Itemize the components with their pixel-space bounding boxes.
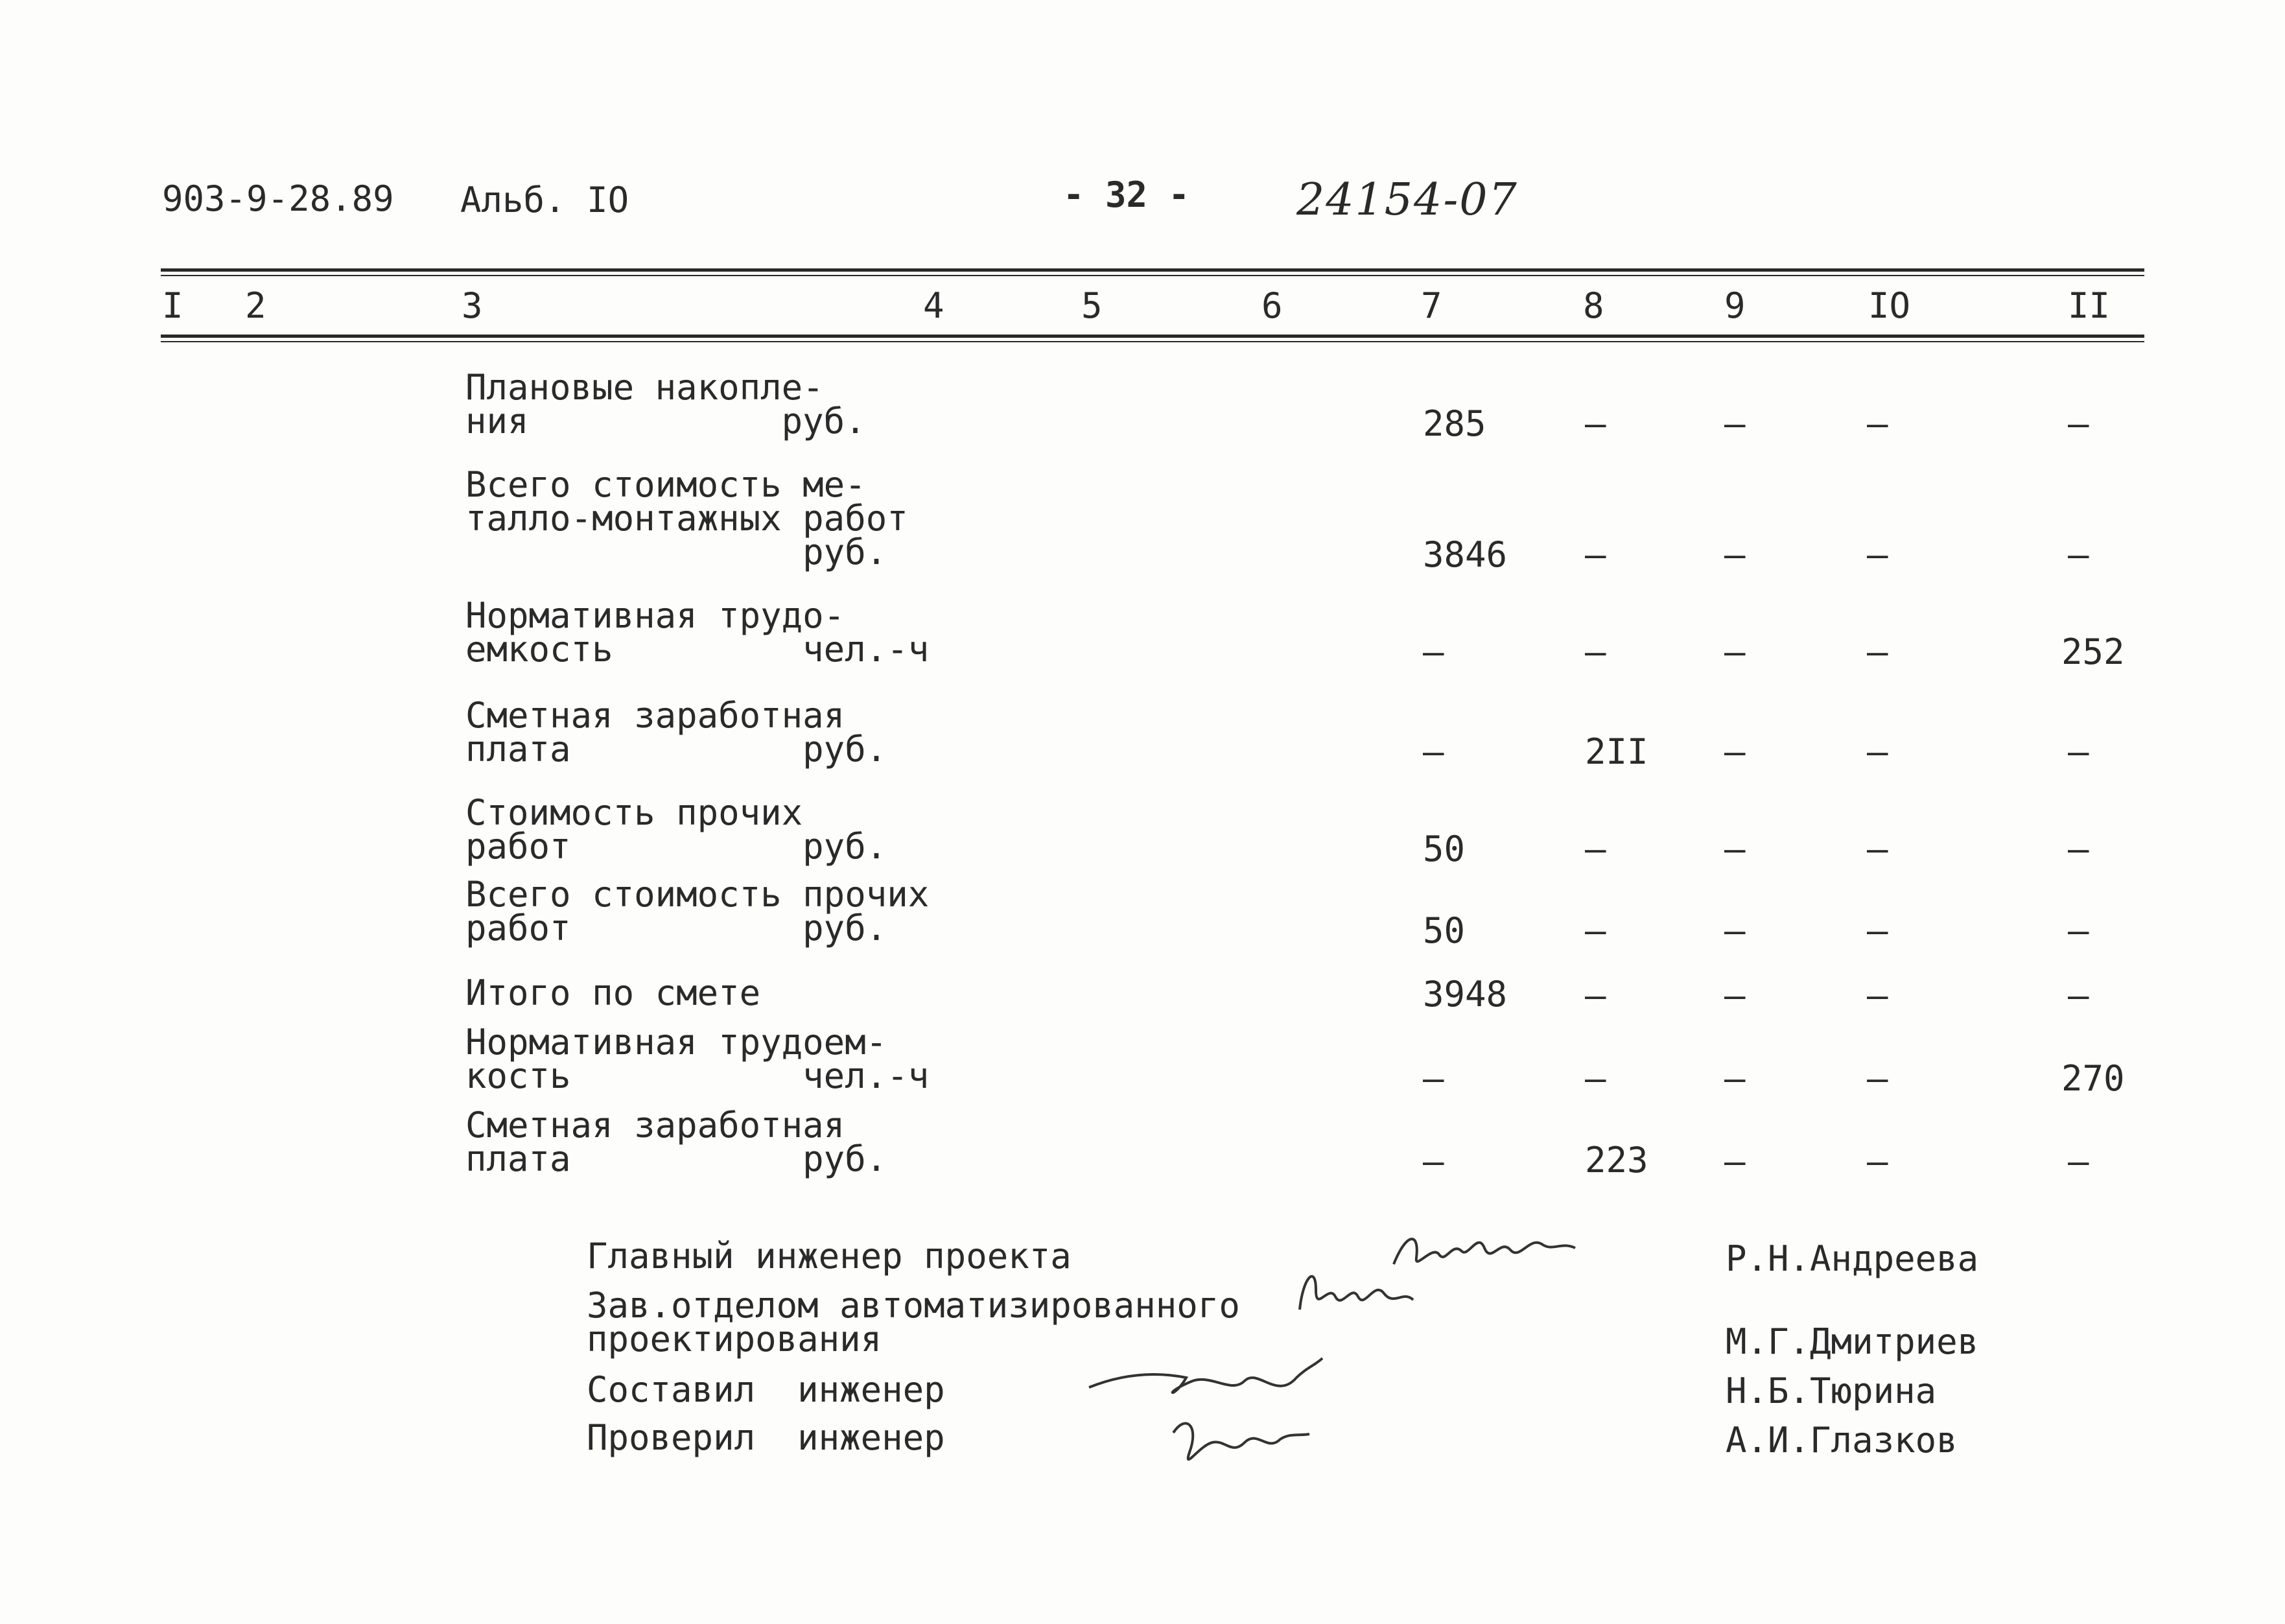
- column-header-10: IO: [1868, 285, 1911, 326]
- column-header-4: 4: [923, 285, 944, 326]
- cell-col8: –: [1585, 910, 1606, 951]
- cell-col8: –: [1585, 975, 1606, 1016]
- signature-position: Главный инженер проекта: [587, 1236, 1072, 1277]
- row-description: Сметная заработная плата руб.: [465, 695, 887, 770]
- cell-col11: –: [2068, 975, 2089, 1016]
- cell-col7: –: [1423, 1141, 1444, 1182]
- row-description: Сметная заработная плата руб.: [465, 1105, 887, 1179]
- cell-col9: –: [1724, 731, 1746, 772]
- signatory-name: М.Г.Дмитриев: [1726, 1321, 1979, 1362]
- cell-col9: –: [1724, 403, 1746, 444]
- table-top-rule: [161, 268, 2144, 272]
- signature-position: Зав.отделом автоматизированного проектирования: [587, 1285, 1240, 1359]
- column-header-3: 3: [462, 285, 483, 326]
- cell-col10: –: [1867, 910, 1888, 951]
- table-header-bottom-rule: [161, 335, 2144, 338]
- cell-col7: –: [1423, 1058, 1444, 1099]
- cell-col8: 2II: [1585, 731, 1648, 772]
- cell-col7: 50: [1423, 829, 1466, 869]
- handwritten-signature: [1290, 1258, 1420, 1323]
- cell-col7: –: [1423, 731, 1444, 772]
- cell-col7: 3948: [1423, 974, 1508, 1015]
- cell-col11: –: [2068, 829, 2089, 869]
- cell-col10: –: [1867, 534, 1888, 575]
- cell-col7: 285: [1423, 403, 1486, 444]
- document-code: 903-9-28.89: [162, 178, 394, 219]
- cell-col7: 3846: [1423, 534, 1508, 575]
- row-description: Всего стоимость ме- талло-монтажных работ руб.: [465, 464, 908, 572]
- table-header-bottom-rule-2: [161, 341, 2144, 342]
- row-description: Итого по смете: [465, 972, 761, 1013]
- cell-col10: –: [1867, 975, 1888, 1016]
- cell-col10: –: [1867, 829, 1888, 869]
- cell-col10: –: [1867, 631, 1888, 672]
- cell-col9: –: [1724, 1058, 1746, 1099]
- cell-col8: –: [1585, 534, 1606, 575]
- column-header-8: 8: [1583, 285, 1604, 326]
- row-description: Нормативная трудоем- кость чел.-ч: [465, 1022, 930, 1096]
- cell-col9: –: [1724, 910, 1746, 951]
- column-header-2: 2: [245, 285, 266, 326]
- cell-col10: –: [1867, 403, 1888, 444]
- column-header-11: II: [2068, 285, 2111, 326]
- cell-col7: –: [1423, 631, 1444, 672]
- cell-col9: –: [1724, 534, 1746, 575]
- cell-col11: –: [2068, 534, 2089, 575]
- cell-col10: –: [1867, 731, 1888, 772]
- cell-col10: –: [1867, 1141, 1888, 1182]
- cell-col11: –: [2068, 1141, 2089, 1182]
- column-header-7: 7: [1421, 285, 1442, 326]
- cell-col11: –: [2068, 731, 2089, 772]
- cell-col9: –: [1724, 829, 1746, 869]
- table-top-rule-2: [161, 275, 2144, 276]
- handwritten-signature: [1160, 1407, 1316, 1478]
- column-header-1: I: [162, 285, 183, 326]
- signatory-name: Н.Б.Тюрина: [1726, 1371, 1937, 1411]
- page-number: - 32 -: [1063, 174, 1190, 215]
- cell-col8: 223: [1585, 1140, 1648, 1181]
- row-description: Нормативная трудо- емкость чел.-ч: [465, 595, 930, 670]
- cell-col11: 270: [2061, 1058, 2125, 1099]
- handwritten-inventory-number: 24154-07: [1296, 174, 1518, 226]
- row-description: Стоимость прочих работ руб.: [465, 792, 887, 867]
- row-description: Всего стоимость прочих работ руб.: [465, 874, 930, 948]
- cell-col9: –: [1724, 975, 1746, 1016]
- cell-col11: –: [2068, 403, 2089, 444]
- cell-col8: –: [1585, 1058, 1606, 1099]
- cell-col9: –: [1724, 1141, 1746, 1182]
- cell-col8: –: [1585, 631, 1606, 672]
- cell-col11: –: [2068, 910, 2089, 951]
- row-description: Плановые накопле- ния руб.: [465, 367, 866, 441]
- column-header-9: 9: [1724, 285, 1746, 326]
- signatory-name: А.И.Глазков: [1726, 1420, 1958, 1461]
- column-header-5: 5: [1081, 285, 1103, 326]
- cell-col9: –: [1724, 631, 1746, 672]
- album-number: Альб. IO: [460, 180, 629, 220]
- cell-col11: 252: [2061, 631, 2125, 672]
- cell-col7: 50: [1423, 910, 1466, 951]
- signature-position: Составил инженер: [587, 1369, 945, 1410]
- cell-col8: –: [1585, 403, 1606, 444]
- column-header-6: 6: [1261, 285, 1283, 326]
- cell-col10: –: [1867, 1058, 1888, 1099]
- signatory-name: Р.Н.Андреева: [1726, 1238, 1979, 1279]
- cell-col8: –: [1585, 829, 1606, 869]
- signature-position: Проверил инженер: [587, 1417, 945, 1458]
